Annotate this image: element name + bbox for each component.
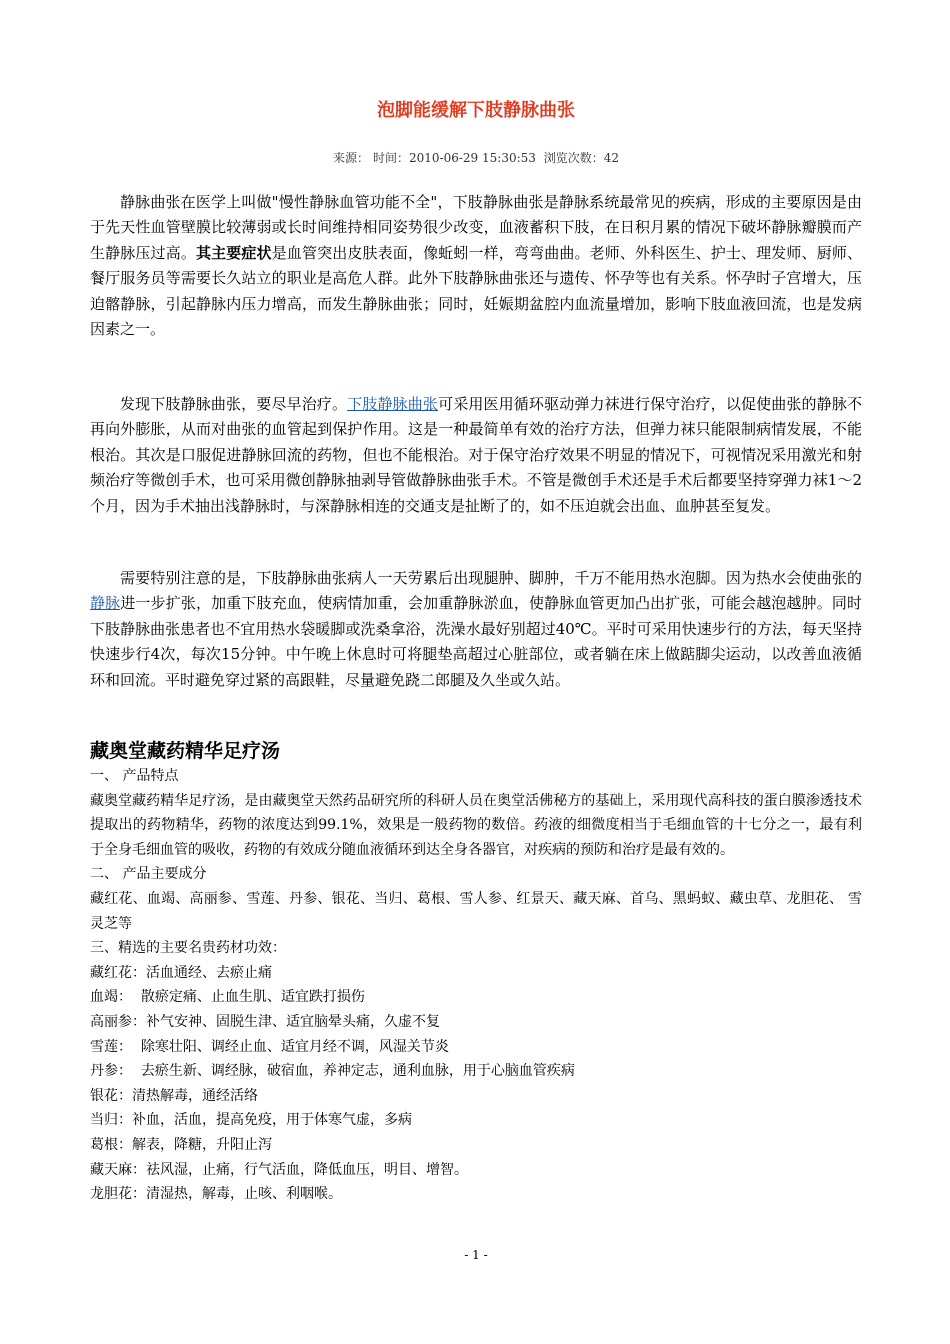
p2-text-b: 可采用医用循环驱动弹力袜进行保守治疗，以促使曲张的静脉不再向外膨胀，从而对曲张的血管起到保护作用。这是一种最简单有效的治疗方法，但弹力袜只能限制病情发展，不能根治。其次是口服促进静脉回流的药物，但也不能根治。对于保守治疗效果不明显的情况下，可视情况采用激光和射频治疗等微创手术，也可采用微创静脉抽剥导管做静脉曲张手术。不管是微创手术还是手术后都要坚持穿弹力袜1～2个月，因为手术抽出浅静脉时，与深静脉相连的交通支是扯断了的，如不压迫就会出血、血肿甚至复发。 — [90, 395, 862, 515]
list-item: 一、 产品特点 — [90, 768, 179, 784]
list-item: 藏红花：活血通经、去瘀止痛 — [90, 964, 272, 981]
page-number: - 1 - — [464, 1248, 488, 1262]
meta-time: 时间：2010-06-29 15:30:53 — [373, 151, 536, 165]
list-item: 当归：补血，活血，提高免疫，用于体寒气虚，多病 — [90, 1112, 412, 1129]
list-item: 三、精选的主要名贵药材功效： — [90, 940, 286, 957]
article-title: 泡脚能缓解下肢静脉曲张 — [377, 100, 575, 121]
list-item: 藏天麻：祛风湿，止痛，行气活血，降低血压，明目、增智。 — [90, 1161, 468, 1178]
list-item: 藏红花、血竭、高丽参、雪莲、丹参、银花、当归、葛根、雪人参、红景天、藏天麻、首乌、黑蚂蚁、藏虫草、龙胆花、 雪灵芝等 — [90, 890, 862, 932]
meta-views: 浏览次数：42 — [543, 151, 620, 165]
p3-text-a: 需要特别注意的是，下肢静脉曲张病人一天劳累后出现腿肿、脚肿，千万不能用热水泡脚。因为热水会使曲张的 — [120, 569, 862, 587]
paragraph-1 — [90, 190, 862, 342]
list-item: 葛根：解表，降糖，升阳止泻 — [90, 1136, 272, 1153]
link-veins[interactable]: 静脉 — [90, 594, 121, 613]
link-varicose-veins[interactable]: 下肢静脉曲张 — [347, 395, 439, 413]
list-item: 丹参： 去瘀生新、调经脉，破宿血，养神定志，通利血脉，用于心脑血管疾病 — [90, 1063, 575, 1080]
list-item: 藏奥堂藏药精华足疗汤，是由藏奥堂天然药品研究所的科研人员在奥堂活佛秘方的基础上，采用现代高科技的蛋白膜渗透技术提取出的药物精华，药物的浓度达到99.1%，效果是一般药物的数倍。药液的细微度相当于毛细血管的十七分之一，最有利于全身毛细血管的吸收，药物的有效成分随血液循环到达全身各器官，对疾病的预防和治疗是最有效的。 — [90, 792, 862, 858]
paragraph-2 — [90, 392, 862, 519]
p1-text-a: 静脉曲张在医学上叫做"慢性静脉血管功能不全"，下肢静脉曲张是静脉系统最常见的疾病，形成的主要原因是由于先天性血管壁膜比较薄弱或长时间维持相同姿势很少改变，血液蓄积下肢，在日积月累的情况下破坏静脉瓣膜而产生静脉压过高。 — [90, 193, 862, 262]
list-item: 二、 产品主要成分 — [90, 866, 207, 883]
product-list — [90, 764, 862, 1207]
p3-text-b: 进一步扩张，加重下肢充血，使病情加重，会加重静脉淤血，使静脉血管更加凸出扩张，可能会越泡越肿。同时下肢静脉曲张患者也不宜用热水袋暖脚或洗桑拿浴，洗澡水最好别超过40℃。平时可采用快速步行的方法，每天坚持快速步行4次，每次15分钟。中午晚上休息时可将腿垫高超过心脏部位，或者躺在床上做踮脚尖运动，以改善血液循环和回流。平时避免穿过紧的高跟鞋，尽量避免跷二郎腿及久坐或久站。 — [90, 594, 862, 689]
paragraph-3 — [90, 566, 862, 693]
p1-text-b: 是血管突出皮肤表面，像蚯蚓一样，弯弯曲曲。老师、外科医生、护士、理发师、厨师、餐厅服务员等需要长久站立的职业是高危人群。此外下肢静脉曲张还与遗传、怀孕等也有关系。怀孕时子宫增大，压迫髂静脉，引起静脉内压力增高，而发生静脉曲张；同时，妊娠期盆腔内血流量增加，影响下肢血液回流，也是发病因素之一。 — [90, 243, 862, 339]
p2-text-a: 发现下肢静脉曲张，要尽早治疗。 — [120, 395, 348, 413]
p1-bold: 其主要症状 — [195, 243, 272, 262]
article-meta — [90, 149, 862, 166]
list-item: 银花：清热解毒，通经活络 — [90, 1087, 258, 1104]
list-item: 龙胆花：清湿热，解毒，止咳、利咽喉。 — [90, 1186, 342, 1203]
meta-source: 来源： — [332, 151, 369, 165]
list-item: 高丽参：补气安神、固脱生津、适宜脑晕头痛，久虚不复 — [90, 1013, 440, 1030]
list-item: 血竭： 散瘀定痛、止血生肌、适宜跌打损伤 — [90, 989, 365, 1006]
list-item: 雪莲： 除寒壮阳、调经止血、适宜月经不调，风湿关节炎 — [90, 1038, 449, 1055]
section-title: 藏奥堂藏药精华足疗汤 — [90, 740, 281, 762]
